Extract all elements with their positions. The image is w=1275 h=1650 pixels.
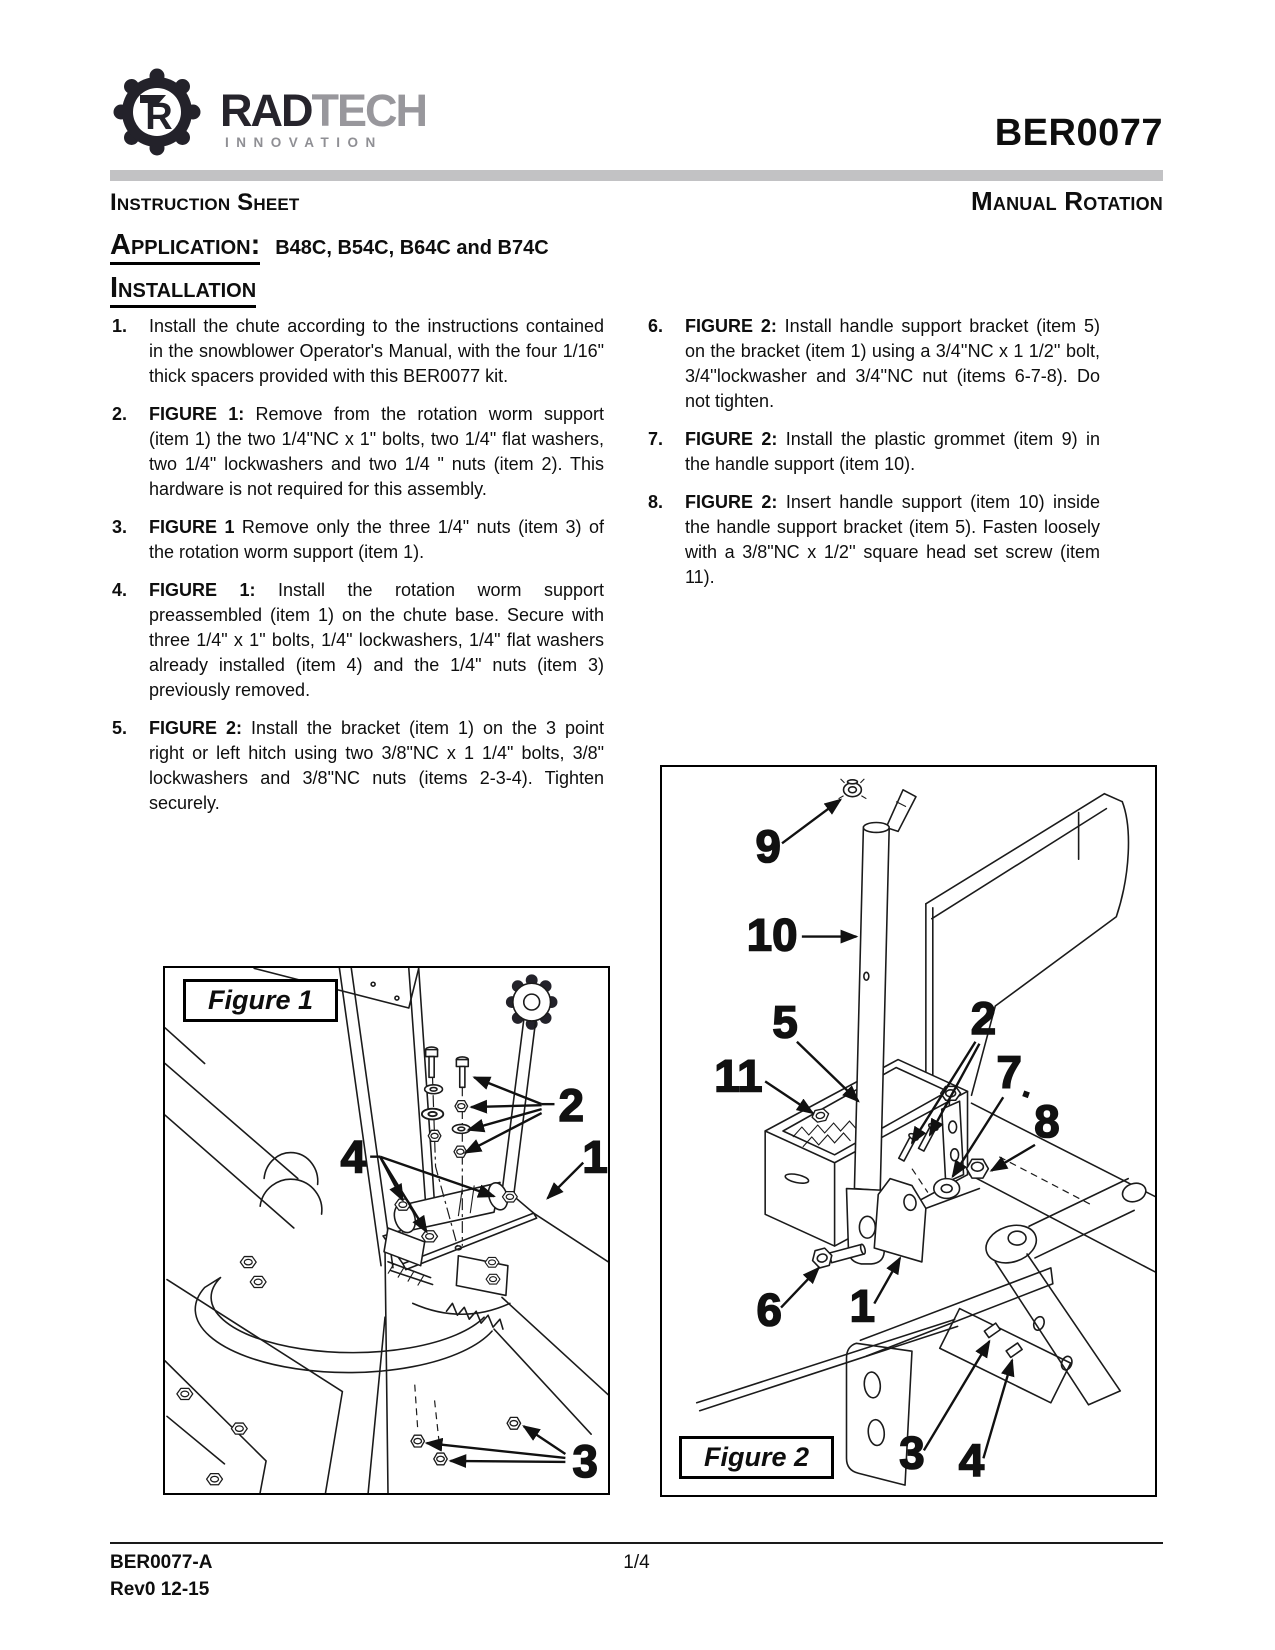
fig1-callout-4: 4 <box>340 1131 366 1183</box>
brand-secondary: TECH <box>311 85 426 136</box>
fig2-callout-7: 7 <box>996 1046 1022 1098</box>
item-body-text: Insert handle support (item 10) inside the handle support bracket (item 5). Fasten loosely with a 3/8"NC x 1/2'' square head set screw (item 11). <box>685 492 1100 587</box>
application-heading <box>110 229 549 265</box>
instruction-list-left <box>112 314 604 829</box>
fig2-callout-9: 9 <box>755 821 781 873</box>
item-body-text: Install handle support bracket (item 5) on the bracket (item 1) using a 3/4''NC x 1 1/2'' bolt, 3/4''lockwasher and 3/4''NC nut (items 6-7-8). Do not tighten. <box>685 316 1100 411</box>
item-number: 8. <box>648 492 664 512</box>
instruction-item <box>648 427 1100 477</box>
item-bold-prefix: FIGURE 2: <box>685 429 778 449</box>
item-number: 7. <box>648 429 664 449</box>
footer-page-number: 1/4 <box>623 1552 650 1573</box>
item-number: 5. <box>112 718 128 738</box>
footer-doc-rev: BER0077-A <box>110 1552 213 1573</box>
figure-2-label: Figure 2 <box>679 1436 834 1479</box>
brand-primary: RAD <box>220 85 312 136</box>
item-bold-prefix: FIGURE 2: <box>685 492 778 512</box>
item-number: 3. <box>112 517 128 537</box>
figure-1-label: Figure 1 <box>183 979 338 1022</box>
item-body-text: Install the plastic grommet (item 9) in the handle support (item 10). <box>685 429 1100 474</box>
brand-tagline: INNOVATION <box>225 135 383 150</box>
instruction-item <box>648 490 1100 590</box>
item-body-text: Install the bracket (item 1) on the 3 point right or left hitch using two 3/8"NC x 1 1/4" bolts, 3/8" lockwashers and 3/8"NC nuts (items 2-3-4). Tighten securely. <box>149 718 605 813</box>
instruction-item <box>112 515 604 565</box>
footer <box>110 1542 1163 1601</box>
fig2-callout-5: 5 <box>772 996 798 1048</box>
item-text <box>685 314 1100 414</box>
instruction-item <box>112 402 604 502</box>
instruction-item <box>112 716 604 816</box>
footer-rev-date: Rev0 12-15 <box>110 1579 210 1600</box>
fig2-callout-6: 6 <box>756 1284 782 1336</box>
instruction-item <box>112 314 604 389</box>
item-number: 6. <box>648 316 664 336</box>
instruction-list-right <box>648 314 1100 603</box>
item-body-text: Remove from the rotation worm support (item 1) the two 1/4"NC x 1" bolts, two 1/4" flat washers, two 1/4" lockwashers and two 1/4 " nuts (item 2). This hardware is not required for this assembly. <box>149 404 604 499</box>
item-bold-prefix: FIGURE 2: <box>685 316 777 336</box>
brand-badge-icon <box>110 64 204 160</box>
doc-code: BER0077 <box>994 112 1163 154</box>
fig2-callout-10: 10 <box>746 909 798 961</box>
figure-2 <box>660 765 1157 1497</box>
item-text <box>149 402 604 502</box>
item-text <box>149 515 604 565</box>
item-body-text: Install the chute according to the instructions contained in the snowblower Operator's Manual, with the four 1/16" thick spacers provided with this BER0077 kit. <box>149 316 604 386</box>
item-number: 2. <box>112 404 128 424</box>
figure-2-drawing <box>662 767 1155 1495</box>
badge-letter: R <box>145 96 173 138</box>
item-text <box>685 427 1100 477</box>
application-models: B48C, B54C, B64C and B74C <box>275 237 549 259</box>
fig2-callout-1: 1 <box>849 1280 876 1332</box>
item-bold-prefix: FIGURE 1: <box>149 580 256 600</box>
fig1-callout-3: 3 <box>572 1435 598 1487</box>
item-text <box>149 578 604 703</box>
instruction-item <box>112 578 604 703</box>
header-logo <box>110 64 426 160</box>
item-body-text: Install the rotation worm support preassembled (item 1) on the chute base. Secure with three 1/4" x 1" bolts, 1/4" lockwashers, 1/4" flat washers already installed (item 4) and the 1/4" nuts (item 3) previously removed. <box>149 580 604 700</box>
item-body-text: Remove only the three 1/4" nuts (item 3) of the rotation worm support (item 1). <box>149 517 605 562</box>
item-text <box>149 314 604 389</box>
fig2-callout-11: 11 <box>714 1050 763 1102</box>
fig2-callout-4: 4 <box>958 1435 985 1487</box>
fig2-callout-2: 2 <box>970 992 997 1044</box>
item-number: 4. <box>112 580 128 600</box>
item-bold-prefix: FIGURE 1 <box>149 517 235 537</box>
instruction-columns <box>112 314 1100 829</box>
figure-1 <box>163 966 610 1495</box>
subheader <box>110 186 1163 217</box>
fig2-callout-3: 3 <box>899 1427 925 1479</box>
installation-heading: Installation <box>110 272 256 308</box>
item-number: 1. <box>112 316 128 336</box>
divider-bar <box>110 170 1163 181</box>
instruction-item <box>648 314 1100 414</box>
item-text <box>685 490 1100 590</box>
figure-1-drawing <box>165 968 608 1493</box>
item-text <box>149 716 604 816</box>
item-bold-prefix: FIGURE 1: <box>149 404 245 424</box>
fig2-callout-8: 8 <box>1034 1095 1060 1147</box>
doc-title: Manual Rotation <box>971 186 1163 216</box>
fig1-callout-2: 2 <box>558 1079 585 1131</box>
brand-wordmark <box>220 64 426 150</box>
sheet-title: Instruction Sheet <box>110 189 300 216</box>
fig1-callout-1: 1 <box>582 1131 608 1183</box>
item-bold-prefix: FIGURE 2: <box>149 718 242 738</box>
application-label: Application: <box>110 229 260 265</box>
